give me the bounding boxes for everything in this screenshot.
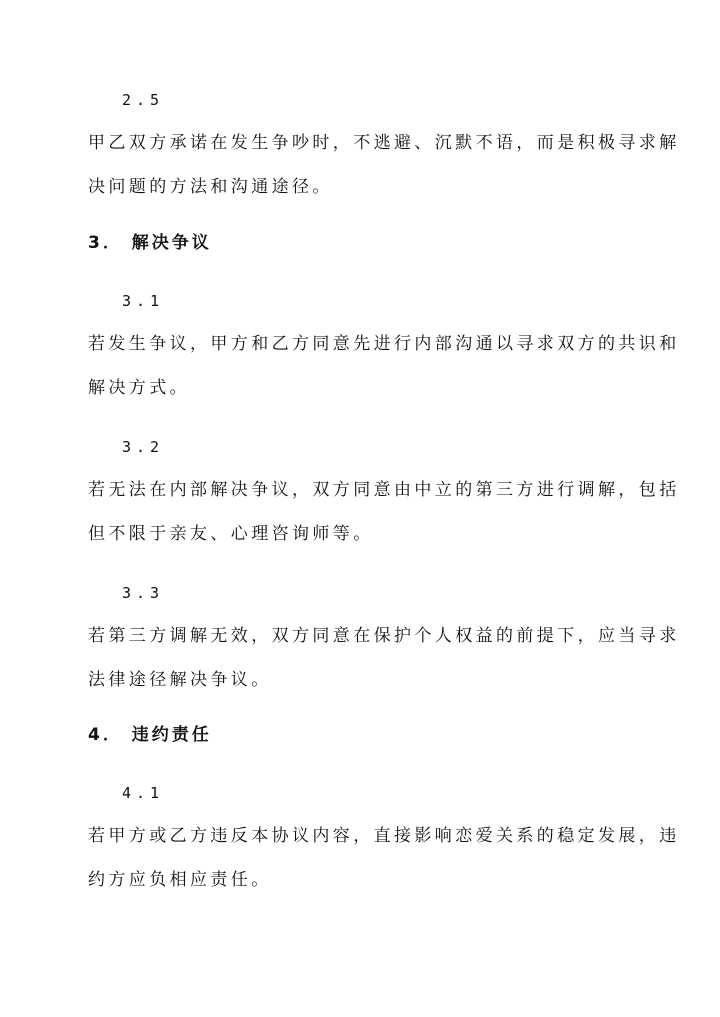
clause-number: 2.5: [122, 91, 165, 109]
clause-number: 3.3: [122, 584, 165, 602]
clause-text-line: 若甲方或乙方违反本协议内容，直接影响恋爱关系的稳定发展，违: [88, 826, 680, 846]
clause-number: 4.1: [122, 784, 165, 802]
clause-text-line: 法律途径解决争议。: [88, 670, 272, 690]
clause-text-line: 解决方式。: [88, 378, 190, 398]
clause-number: 3.2: [122, 438, 165, 456]
section-heading: 4． 违约责任: [88, 725, 212, 745]
clause-text-line: 决问题的方法和沟通途径。: [88, 177, 333, 197]
section-heading: 3． 解决争议: [88, 233, 212, 253]
clause-text-line: 若第三方调解无效，双方同意在保护个人权益的前提下，应当寻求: [88, 626, 680, 646]
clause-text-line: 若无法在内部解决争议，双方同意由中立的第三方进行调解，包括: [88, 480, 680, 500]
clause-number: 3.1: [122, 292, 165, 310]
clause-text-line: 甲乙双方承诺在发生争吵时，不逃避、沉默不语，而是积极寻求解: [88, 133, 680, 153]
clause-text-line: 若发生争议，甲方和乙方同意先进行内部沟通以寻求双方的共识和: [88, 334, 680, 354]
clause-text-line: 但不限于亲友、心理咨询师等。: [88, 524, 374, 544]
clause-text-line: 约方应负相应责任。: [88, 870, 272, 890]
